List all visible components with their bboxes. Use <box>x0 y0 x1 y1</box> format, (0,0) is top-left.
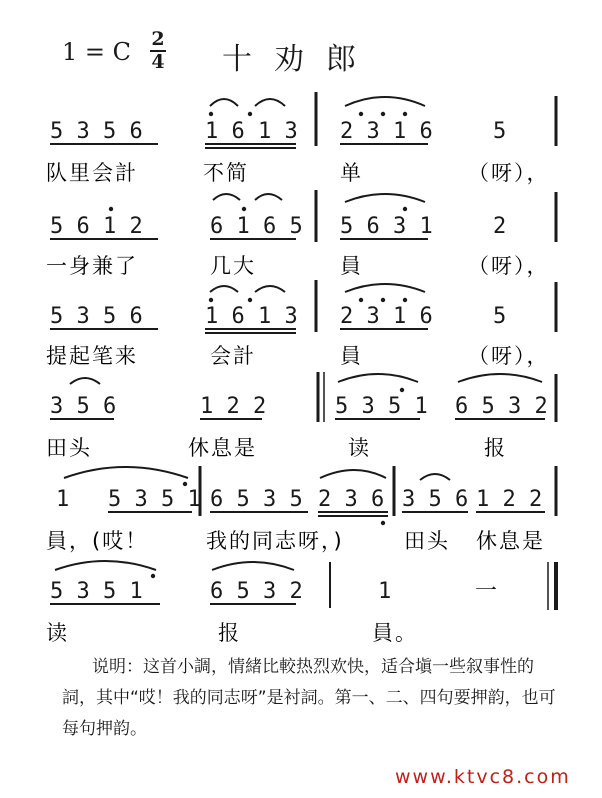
note-group: 5 3 5 1 <box>335 394 428 419</box>
note-group: 6 5 3 5 <box>210 487 303 512</box>
note-group: 5 <box>493 119 507 144</box>
note-group: 2 3 1 6 <box>340 304 433 329</box>
note-group: 5 6 1 2 <box>50 214 143 239</box>
note-group: 3 5 6 <box>402 487 469 512</box>
slur <box>345 284 425 292</box>
slur <box>212 562 294 570</box>
lyric-text: 读 <box>348 436 371 460</box>
slur <box>420 474 450 480</box>
lyric-text: 读 <box>46 621 69 645</box>
explanation-note <box>62 652 562 745</box>
note-group: 6 5 3 2 <box>210 579 303 604</box>
lyric-text: （呀）， <box>468 254 550 278</box>
slur <box>210 99 238 106</box>
note-group: 2 3 6 <box>318 487 385 512</box>
lyric-text: 員，(哎！ <box>46 529 149 553</box>
system-5 <box>46 466 556 554</box>
note-group: 1 2 2 <box>476 487 543 512</box>
slur <box>255 194 282 200</box>
note-group: 1 6 1 3 <box>205 119 298 144</box>
lyric-text: 会計 <box>210 344 256 368</box>
slur <box>255 99 285 106</box>
note-group: 2 <box>493 214 507 239</box>
note-group: 5 3 5 1 <box>50 579 143 604</box>
note-group: 1 2 2 <box>200 394 267 419</box>
system-4 <box>46 372 556 460</box>
lyric-text: 田头 <box>404 529 450 553</box>
note-group: 6 1 6 5 <box>210 214 303 239</box>
slur <box>55 561 156 570</box>
site-watermark: www.ktvc8.com <box>395 766 571 788</box>
lyric-text: 一身兼了 <box>46 254 138 278</box>
note-group: 1 <box>56 487 70 512</box>
lyric-text: 报 <box>484 436 507 460</box>
lyric-text: 員 <box>340 344 363 368</box>
note-group: 一 <box>475 579 498 604</box>
note-group: 3 5 6 <box>50 394 117 419</box>
lyric-text: 队里会計 <box>46 161 138 185</box>
explanation-text: 说明：这首小調，情緒比較热烈欢快，适合塡一些叙事性的詞，其中“哎！我的同志呀”是衬詞。第一、二、四句要押韵，也可每句押韵。 <box>62 657 556 739</box>
lyric-text: 提起笔来 <box>46 344 138 368</box>
slur <box>320 470 386 478</box>
lyric-text: 田头 <box>46 436 92 460</box>
slur <box>64 467 188 478</box>
lyric-text: （呀）， <box>468 161 550 185</box>
note-group: 5 3 5 6 <box>50 304 143 329</box>
system-6 <box>46 561 556 645</box>
note-group: 5 6 3 1 <box>340 214 433 239</box>
note-group: 6 5 3 2 <box>455 394 548 419</box>
lyric-text: （呀）， <box>468 344 550 368</box>
note-group: 5 3 5 6 <box>50 119 143 144</box>
slur <box>345 194 425 202</box>
song-title: 十劝郎 <box>222 42 378 77</box>
slur <box>255 286 285 292</box>
note-group: 5 <box>493 304 507 329</box>
system-3 <box>46 280 556 369</box>
note-group: 1 6 1 3 <box>205 304 298 329</box>
lyric-text: 員 <box>340 254 363 278</box>
lyric-text: 几大 <box>210 254 256 278</box>
slur <box>458 374 542 382</box>
note-group: 5 3 5 1 <box>108 487 201 512</box>
slur <box>213 194 240 200</box>
lyric-text: 休息是 <box>476 529 545 553</box>
slur <box>210 286 238 292</box>
lyric-text: 单 <box>340 161 363 185</box>
key-signature: 1 = C <box>62 38 131 66</box>
lyric-text: 休息是 <box>188 436 257 460</box>
system-2 <box>46 190 556 279</box>
lyric-text: 我的同志呀，) <box>206 529 344 553</box>
lyric-text: 报 <box>218 621 241 645</box>
meter-top: 2 <box>151 28 165 50</box>
slur <box>70 378 100 384</box>
slur <box>345 97 425 106</box>
note-group: 1 <box>378 579 392 604</box>
note-group: 2 3 1 6 <box>340 119 433 144</box>
lyric-text: 員。 <box>372 621 418 645</box>
lyric-text: 不简 <box>203 161 249 185</box>
slur <box>338 374 418 382</box>
system-1 <box>46 92 556 186</box>
meter-bottom: 4 <box>151 51 165 73</box>
